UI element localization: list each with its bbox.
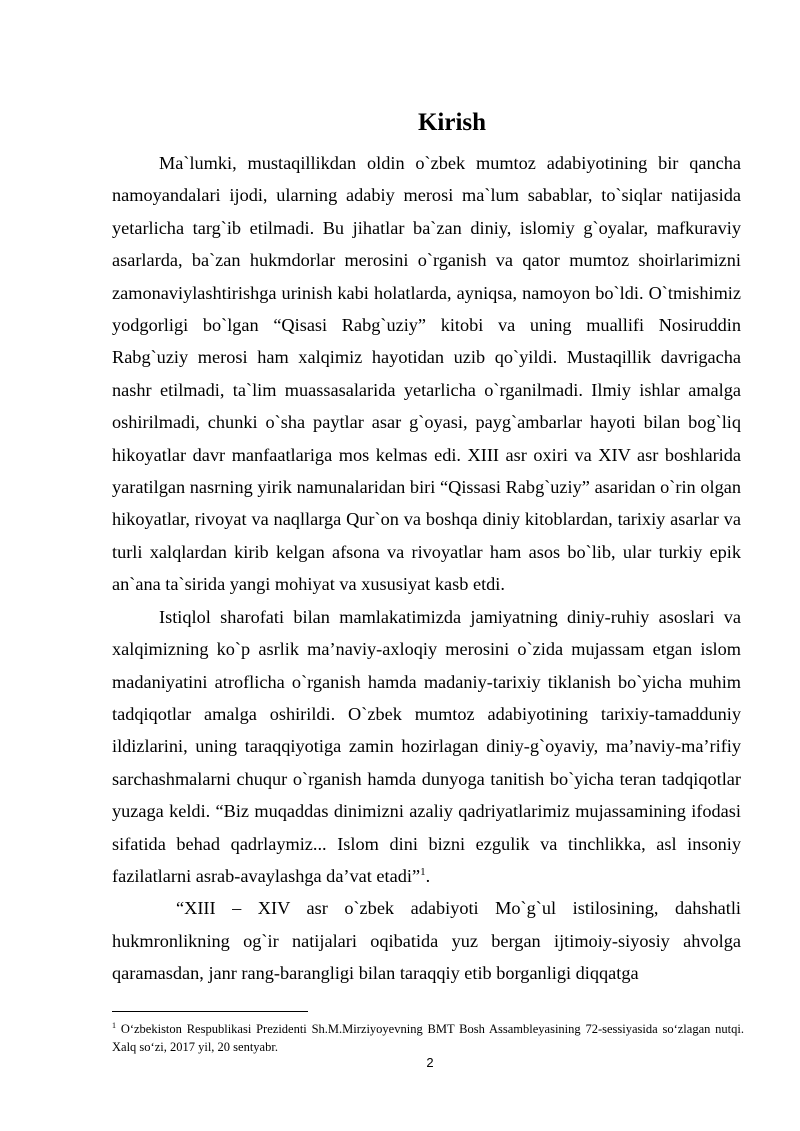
footnote-divider <box>112 1011 308 1012</box>
footnote <box>112 1020 744 1056</box>
footnote-marker: 1 <box>112 1020 116 1030</box>
body-text <box>112 147 741 990</box>
footnote-text: O‘zbekiston Respublikasi Prezidenti Sh.M.Mirziyoyevning BMT Bosh Assambleyasining 72-sessiyasida so‘zlagan nutqi. Xalq so‘zi, 2017 yil, 20 sentyabr. <box>112 1022 745 1054</box>
footnote-reference[interactable]: 1 <box>420 865 426 878</box>
paragraph-1: Ma`lumki, mustaqillikdan oldin o`zbek mumtoz adabiyotining bir qancha namoyandalari ijodi, ularning adabiy merosi ma`lum sabablar, to`siqlar natijasida yetarlicha targ`ib etilmadi. Bu jihatlar ba`zan diniy, islomiy g`oyalar, mafkuraviy asarlarda, ba`zan hukmdorlar merosini o`rganish va qator mumtoz shoirlarimizni zamonaviylashtirishga urinish kabi holatlarda, ayniqsa, namoyon bo`ldi. O`tmishimiz yodgorligi bo`lgan “Qisasi Rabg`uziy” kitobi va uning muallifi Nosiruddin Rabg`uziy merosi ham xalqimiz hayotidan uzib qo`yildi. Mustaqillik davrigacha nashr etilmadi, ta`lim muassasalarida yetarlicha o`rganilmadi. Ilmiy ishlar amalga oshirilmadi, chunki o`sha paytlar asar g`oyasi, payg`ambarlar hayoti bilan bog`liq hikoyatlar davr manfaatlariga mos kelmas edi. XIII asr oxiri va XIV asr boshlarida yaratilgan nasrning yirik namunalaridan biri “Qissasi Rabg`uziy” asaridan o`rin olgan hikoyatlar, rivoyat va naqllarga Qur`on va boshqa diniy kitoblardan, tarixiy asarlar va turli xalqlardan kirib kelgan afsona va rivoyatlar ham asos bo`lib, ular turkiy epik an`ana ta`sirida yangi mohiyat va xususiyat kasb etdi. <box>112 153 741 595</box>
paragraph-2 <box>112 601 741 893</box>
page-title: Kirish <box>417 109 487 136</box>
page-number: 2 <box>426 1055 434 1070</box>
paragraph-3: “XIII – XIV asr o`zbek adabiyoti Mo`g`ul istilosining, dahshatli hukmronlikning og`ir natijalari oqibatida yuz bergan ijtimoiy-siyosiy ahvolga qaramasdan, janr rang-barangligi bilan taraqqiy etib borganligi diqqatga <box>112 898 741 984</box>
paragraph-2-text: Istiqlol sharofati bilan mamlakatimizda jamiyatning diniy-ruhiy asoslari va xalqimizning ko`p asrlik ma’naviy-axloqiy merosini o`zida mujassam etgan islom madaniyatini atroflicha o`rganish hamda madaniy-tarixiy tiklanish bo`yicha muhim tadqiqotlar amalga oshirildi. O`zbek mumtoz adabiyotining tarixiy-tamadduniy ildizlarini, uning taraqqiyotiga zamin hozirlagan diniy-g`oyaviy, ma’naviy-ma’rifiy sarchashmalarni chuqur o`rganish hamda dunyoga tanitish bo`yicha teran tadqiqotlar yuzaga keldi. “Biz muqaddas dinimizni azaliy qadriyatlarimiz mujassamining ifodasi sifatida behad qadrlaymiz... Islom dini bizni ezgulik va tinchlikka, asl insoniy fazilatlarni asrab-avaylashga da’vat etadi” <box>112 606 741 886</box>
paragraph-2-end: . <box>425 865 431 886</box>
